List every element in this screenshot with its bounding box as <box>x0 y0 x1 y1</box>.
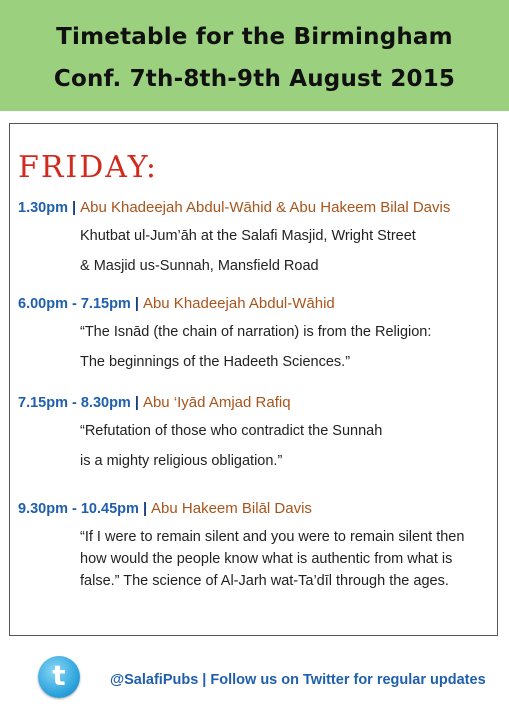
footer <box>0 645 509 720</box>
session-speaker: Abu Hakeem Bilāl Davis <box>151 500 312 517</box>
session-time: 9.30pm - 10.45pm <box>18 501 139 517</box>
description-line: Khutbat ul-Jum’āh at the Salafi Masjid, Wright Street <box>80 228 416 244</box>
title-line-2: Conf. 7th-8th-9th August 2015 <box>53 66 456 92</box>
session-speaker: Abu ‘Iyād Amjad Rafiq <box>142 394 291 411</box>
day-heading: FRIDAY: <box>18 150 158 185</box>
session-time: 1.30pm <box>18 200 68 216</box>
separator: | <box>142 501 147 517</box>
title-line-1: Timetable for the Birmingham <box>56 24 453 50</box>
session-speaker: Abu Khadeejah Abdul-Wāhid & Abu Hakeem Bilal Davis <box>80 199 451 216</box>
description-line: The beginnings of the Hadeeth Sciences.” <box>80 354 351 370</box>
separator: | <box>72 200 77 216</box>
session-time: 7.15pm - 8.30pm <box>18 395 131 411</box>
session-3-description <box>80 419 492 473</box>
header-banner <box>0 0 509 111</box>
session-1-description <box>80 224 492 278</box>
description-line: & Masjid us-Sunnah, Mansfield Road <box>80 258 319 274</box>
description-line: “Refutation of those who contradict the Sunnah <box>80 423 383 439</box>
session-4-header <box>18 500 312 517</box>
session-2-header <box>18 295 335 312</box>
session-2-description <box>80 320 492 374</box>
session-time: 6.00pm - 7.15pm <box>18 296 131 312</box>
session-1-header <box>18 199 450 216</box>
session-3-header <box>18 394 291 411</box>
twitter-bird-glyph: t <box>52 659 66 692</box>
separator: | <box>134 296 139 312</box>
session-speaker: Abu Khadeejah Abdul-Wāhid <box>142 295 335 312</box>
description-line: “The Isnād (the chain of narration) is from the Religion: <box>80 324 432 340</box>
twitter-follow-text[interactable]: @SalafiPubs | Follow us on Twitter for regular updates <box>110 672 486 688</box>
session-4-description: “If I were to remain silent and you were to remain silent then how would the people know what is authentic from what is false.” The science of Al-Jarh wat-Ta’dīl through the ages. <box>80 529 465 589</box>
description-line: is a mighty religious obligation.” <box>80 453 283 469</box>
twitter-icon[interactable] <box>38 656 80 698</box>
separator: | <box>134 395 139 411</box>
